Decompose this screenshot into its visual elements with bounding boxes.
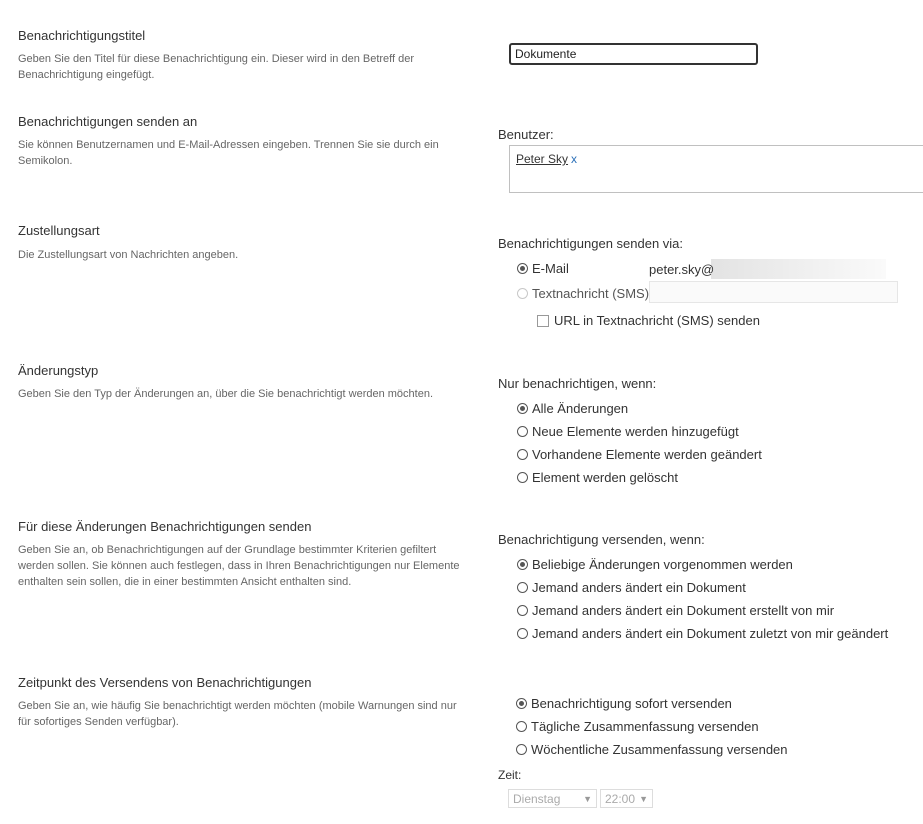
users-picker[interactable]: [509, 145, 923, 193]
timing-option-weekly[interactable]: [516, 742, 788, 757]
option-label: Jemand anders ändert ein Dokument: [532, 580, 746, 595]
time-label: Zeit:: [498, 768, 522, 782]
users-label: Benutzer:: [498, 127, 554, 142]
radio-icon[interactable]: [517, 472, 528, 483]
option-label: Element werden gelöscht: [532, 470, 678, 485]
timing-option-daily[interactable]: [516, 719, 759, 734]
section-changetype-desc: Geben Sie den Typ der Änderungen an, über die Sie benachrichtigt werden möchten.: [18, 388, 434, 400]
option-label: Beliebige Änderungen vorgenommen werden: [532, 557, 793, 572]
chevron-down-icon: ▼: [639, 793, 648, 804]
timing-option-immediate[interactable]: [516, 696, 732, 711]
option-label: Wöchentliche Zusammenfassung versenden: [531, 742, 788, 757]
delivery-sms-option[interactable]: [517, 286, 649, 301]
changetype-option-added[interactable]: [517, 424, 739, 439]
radio-icon[interactable]: [516, 744, 527, 755]
email-value: peter.sky@: [649, 262, 715, 277]
changetype-option-all[interactable]: [517, 401, 628, 416]
delivery-email-option[interactable]: [517, 261, 569, 276]
chevron-down-icon: ▼: [583, 793, 592, 804]
section-recipients-heading: Benachrichtigungen senden an: [18, 114, 198, 129]
delivery-sms-label: Textnachricht (SMS): [532, 286, 650, 301]
radio-icon[interactable]: [517, 288, 528, 299]
sms-url-label: URL in Textnachricht (SMS) senden: [554, 313, 760, 328]
option-label: Tägliche Zusammenfassung versenden: [531, 719, 759, 734]
section-criteria-desc: Geben Sie an, ob Benachrichtigungen auf der Grundlage bestimmter Kriterien gefiltert werden sollen. Sie können auch festlegen, dass in Ihren Benachrichtigungen nur Elemente enthalten sein sollen, die in einer bestimmten Ansicht enthalten sind.: [18, 544, 460, 588]
radio-selected-icon[interactable]: [517, 559, 528, 570]
remove-user-icon[interactable]: x: [571, 152, 577, 166]
delivery-email-label: E-Mail: [532, 261, 569, 276]
radio-icon[interactable]: [517, 426, 528, 437]
option-label: Alle Änderungen: [532, 401, 629, 416]
radio-selected-icon[interactable]: [516, 698, 527, 709]
section-timing-desc: Geben Sie an, wie häufig Sie benachrichtigt werden möchten (mobile Warnungen sind nur für sofortiges Senden verfügbar).: [18, 700, 457, 728]
criteria-option-modified-by-me[interactable]: [517, 626, 888, 641]
section-timing-heading: Zeitpunkt des Versendens von Benachrichtigungen: [18, 675, 312, 690]
criteria-label: Benachrichtigung versenden, wenn:: [498, 532, 705, 547]
section-criteria-heading: Für diese Änderungen Benachrichtigungen senden: [18, 519, 312, 534]
section-changetype-heading: Änderungstyp: [18, 363, 99, 378]
option-label: Jemand anders ändert ein Dokument erstellt von mir: [532, 603, 835, 618]
section-delivery-heading: Zustellungsart: [18, 223, 100, 238]
changetype-option-modified[interactable]: [517, 447, 762, 462]
option-label: Vorhandene Elemente werden geändert: [532, 447, 762, 462]
changetype-label: Nur benachrichtigen, wenn:: [498, 376, 657, 391]
hour-select-value: 22:00: [605, 791, 636, 806]
section-recipients-desc: Sie können Benutzernamen und E-Mail-Adressen eingeben. Trennen Sie sie durch ein Semikolon.: [18, 139, 439, 167]
email-redaction: [711, 259, 886, 279]
radio-icon[interactable]: [517, 449, 528, 460]
delivery-label: Benachrichtigungen senden via:: [498, 236, 684, 251]
option-label: Jemand anders ändert ein Dokument zuletzt von mir geändert: [532, 626, 889, 641]
option-label: Neue Elemente werden hinzugefügt: [532, 424, 739, 439]
sms-url-checkbox[interactable]: [537, 313, 760, 328]
criteria-option-created-by-me[interactable]: [517, 603, 834, 618]
user-token[interactable]: Peter Sky: [516, 152, 569, 166]
day-select[interactable]: [508, 789, 597, 808]
option-label: Benachrichtigung sofort versenden: [531, 696, 732, 711]
criteria-option-any[interactable]: [517, 557, 793, 572]
changetype-option-deleted[interactable]: [517, 470, 678, 485]
alert-title-input[interactable]: [509, 43, 758, 65]
radio-icon[interactable]: [516, 721, 527, 732]
hour-select[interactable]: [600, 789, 653, 808]
checkbox-icon[interactable]: [537, 315, 549, 327]
radio-icon[interactable]: [517, 628, 528, 639]
day-select-value: Dienstag: [513, 791, 561, 806]
section-title-heading: Benachrichtigungstitel: [18, 28, 146, 43]
criteria-option-other-changes[interactable]: [517, 580, 746, 595]
radio-icon[interactable]: [517, 582, 528, 593]
sms-number-field[interactable]: [649, 281, 898, 303]
radio-icon[interactable]: [517, 605, 528, 616]
radio-selected-icon[interactable]: [517, 403, 528, 414]
section-title-desc: Geben Sie den Titel für diese Benachrichtigung ein. Dieser wird in den Betreff der Benachrichtigung eingefügt.: [18, 53, 415, 81]
section-delivery-desc: Die Zustellungsart von Nachrichten angeben.: [18, 249, 239, 261]
radio-selected-icon[interactable]: [517, 263, 528, 274]
